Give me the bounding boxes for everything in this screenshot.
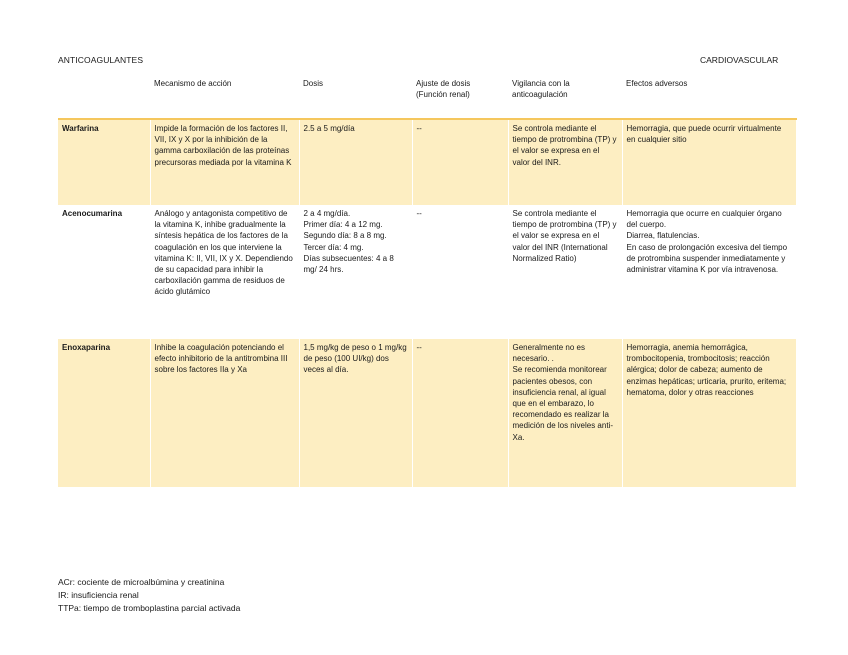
adverse-effect-line: Hemorragia que ocurre en cualquier órgano del cuerpo. [626,209,782,230]
drug-name: Enoxaparina [58,339,150,487]
footnotes [58,576,240,615]
renal-adjust-cell: -- [412,205,508,339]
mechanism-cell: Impide la formación de los factores II, VII, IX y X por la inhibición de la gamma carboxilación de las proteínas precursoras mediada por la vitamina K [150,119,299,205]
footnote-ir: IR: insuficiencia renal [58,590,139,600]
footnote-ttpa: TTPa: tiempo de tromboplastina parcial activada [58,603,241,613]
dose-line: Segundo día: 8 a 8 mg. [303,231,387,241]
dose-cell: 2.5 a 5 mg/día [299,119,412,205]
mechanism-cell: Análogo y antagonista competitivo de la vitamina K, inhibe gradualmente la síntesis hepática de los factores de la coagulación en los que interviene la vitamina K: II, VII, IX y X. Dependiendo de su capacidad para inhibir la carboxilación gamma de residuos de ácido glutámico [150,205,299,339]
monitoring-cell: Se controla mediante el tiempo de protrombina (TP) y el valor se expresa en el valor del INR. [508,119,622,205]
renal-adjust-cell: -- [412,339,508,487]
anticoagulants-table [58,74,797,487]
header-drug [58,74,150,119]
adverse-effects-cell [622,339,796,487]
dose-line: 2 a 4 mg/día. [303,209,351,218]
header-renal-adjust: Ajuste de dosis (Función renal) [412,74,508,119]
adverse-effects-cell [622,205,796,339]
adverse-effect-line: En caso de prolongación excesiva del tiempo de protrombina suspender inmediatamente y administrar vitamina K por vía intravenosa. [626,242,788,275]
category-title: CARDIOVASCULAR [700,55,779,65]
monitoring-line: Se recomienda monitorear pacientes obesos, con insuficiencia renal, al igual que en el embarazo, lo recomendado es realizar la medición de los niveles anti-Xa. [512,365,613,442]
table-row [58,339,796,487]
dose-line: Días subsecuentes: 4 a 8 mg/ 24 hrs. [303,253,394,275]
mechanism-cell: Inhibe la coagulación potenciando el efecto inhibitorio de la antitrombina III sobre los factores IIa y Xa [150,339,299,487]
dose-line: Primer día: 4 a 12 mg. [303,220,383,230]
dose-cell [299,205,412,339]
table-row [58,205,796,339]
section-title: ANTICOAGULANTES [58,55,144,65]
dose-cell: 1,5 mg/kg de peso o 1 mg/kg de peso (100 UI/kg) dos veces al día. [299,339,412,487]
footnote-acr: ACr: cociente de microalbúmina y creatinina [58,577,225,587]
header-monitoring: Vigilancia con la anticoagulación [508,74,622,119]
monitoring-cell [508,339,622,487]
table-row [58,119,796,205]
header-mechanism: Mecanismo de acción [150,74,299,119]
monitoring-cell: Se controla mediante el tiempo de protrombina (TP) y el valor se expresa en el valor del INR (International Normalized Ratio) [508,205,622,339]
adverse-effects-cell [622,119,796,205]
adverse-effect-line: Hemorragia, anemia hemorrágica, trombocitopenia, trombocitosis; reacción alérgica; dolor de cabeza; aumento de enzimas hepáticas; urticaria, prurito, eritema; hematoma, dolor y otras reacciones [626,343,787,397]
renal-adjust-cell: -- [412,119,508,205]
adverse-effect-line: Hemorragia, que puede ocurrir virtualmente en cualquier sitio [626,124,782,145]
dose-line: Tercer día: 4 mg. [303,242,364,252]
header-dose: Dosis [299,74,412,119]
adverse-effect-line: Diarrea, flatulencias. [626,231,700,241]
header-adverse-effects: Efectos adversos [622,74,796,119]
drug-name: Warfarina [58,119,150,205]
monitoring-line: Generalmente no es necesario. . [512,343,585,364]
drug-name: Acenocumarina [58,205,150,339]
table-header-row [58,74,796,119]
